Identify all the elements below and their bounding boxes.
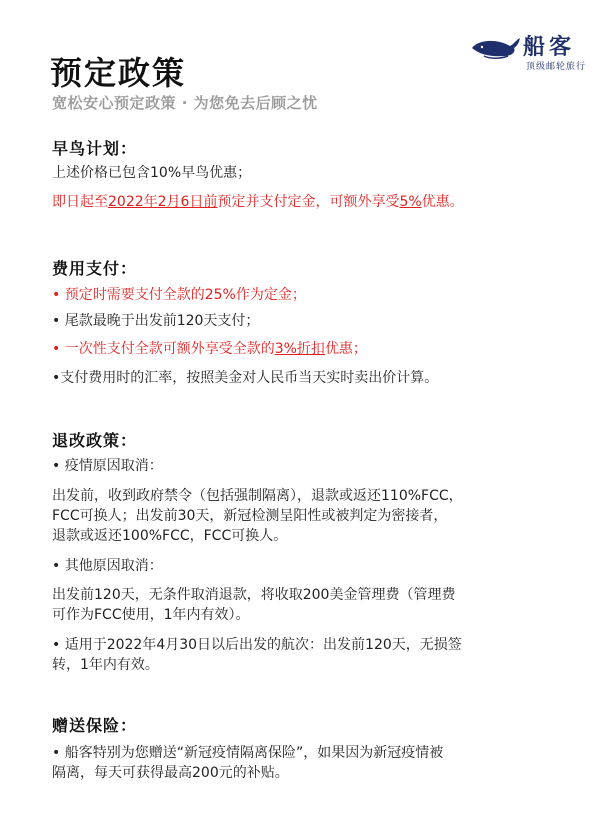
brand-tagline: 顶级邮轮旅行 bbox=[526, 62, 587, 72]
whale-icon bbox=[470, 34, 522, 60]
early-bird-discount: 5% bbox=[399, 194, 422, 210]
refund-para-1-line-2: FCC可换人；出发前30天，新冠检测呈阳性或被判定为密接者， bbox=[52, 508, 448, 524]
refund-para-1-line-3: 退款或返还100%FCC，FCC可换人。 bbox=[52, 528, 288, 544]
brand-name: 船客 bbox=[523, 35, 576, 60]
early-bird-line-1: 上述价格已包含10%早鸟优惠； bbox=[52, 165, 252, 181]
refund-bullet-reschedule-line-2: 转，1年内有效。 bbox=[52, 657, 159, 673]
payment-item-1: • 预定时需要支付全款的25%作为定金； bbox=[52, 287, 306, 303]
page-title: 预定政策 bbox=[50, 54, 187, 92]
early-bird-text-c: 优惠。 bbox=[421, 194, 464, 210]
section-title-payment: 费用支付： bbox=[52, 259, 138, 278]
early-bird-text-b: 预定并支付定金，可额外享受 bbox=[217, 194, 400, 210]
payment-item-3-text-b: 优惠； bbox=[324, 341, 367, 357]
brand-logo bbox=[470, 30, 590, 74]
section-title-insurance: 赠送保险： bbox=[52, 716, 138, 735]
section-title-early-bird: 早鸟计划： bbox=[52, 139, 138, 158]
refund-para-2-line-2: 可作为FCC使用，1年内有效）。 bbox=[52, 607, 250, 623]
section-title-refund: 退改政策： bbox=[52, 431, 138, 450]
early-bird-deadline: 2022年2月6日前 bbox=[108, 194, 218, 210]
early-bird-line-2 bbox=[52, 192, 464, 213]
payment-item-2: • 尾款最晚于出发前120天支付； bbox=[52, 313, 260, 329]
refund-para-1-line-1: 出发前，收到政府禁令（包括强制隔离），退款或返还110%FCC， bbox=[52, 488, 463, 504]
insurance-line-1: • 船客特别为您赠送“新冠疫情隔离保险”，如果因为新冠疫情被 bbox=[52, 745, 444, 761]
payment-discount: 3%折扣 bbox=[274, 341, 325, 357]
payment-item-3-text-a: • 一次性支付全款可额外享受全款的 bbox=[52, 341, 275, 357]
page-subtitle: 宽松安心预定政策 · 为您免去后顾之忧 bbox=[52, 94, 318, 112]
refund-bullet-pandemic: • 疫情原因取消： bbox=[52, 458, 163, 474]
refund-bullet-other: • 其他原因取消： bbox=[52, 558, 163, 574]
early-bird-text-a: 即日起至 bbox=[52, 194, 108, 210]
refund-bullet-reschedule-line-1: • 适用于2022年4月30日以后出发的航次：出发前120天，无损签 bbox=[52, 637, 462, 653]
insurance-line-2: 隔离，每天可获得最高200元的补贴。 bbox=[52, 765, 289, 781]
refund-para-2-line-1: 出发前120天，无条件取消退款，将收取200美金管理费（管理费 bbox=[52, 587, 456, 603]
payment-item-4: •支付费用时的汇率，按照美金对人民币当天实时卖出价计算。 bbox=[52, 370, 439, 386]
payment-item-3 bbox=[52, 339, 367, 360]
